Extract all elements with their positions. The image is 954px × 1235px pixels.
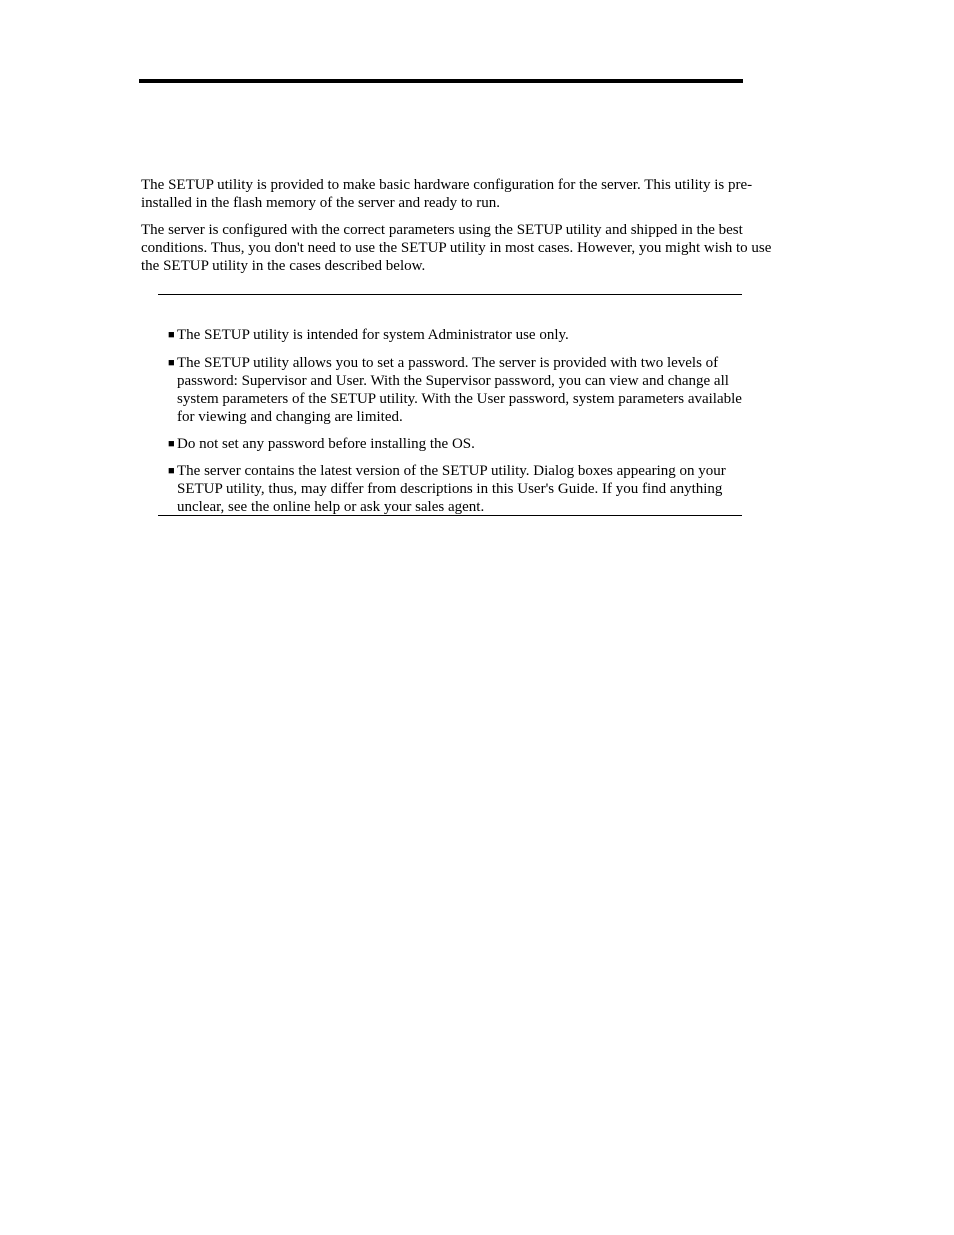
note-text: The server contains the latest version of the SETUP utility. Dialog boxes appearing on your SETUP utility, thus, may differ from descriptions in this User's Guide. If you find anything unclear, see the online help or ask your sales agent. — [177, 463, 726, 515]
square-bullet-icon: ■ — [168, 465, 175, 477]
square-bullet-icon: ■ — [168, 329, 175, 341]
note-item — [160, 435, 750, 453]
intro-paragraph-1: The SETUP utility is provided to make basic hardware configuration for the server. This utility is pre-installed in the flash memory of the server and ready to run. — [141, 177, 753, 211]
square-bullet-icon: ■ — [168, 438, 175, 450]
notes-box — [158, 294, 742, 516]
note-item — [160, 354, 750, 426]
square-bullet-icon: ■ — [168, 357, 175, 369]
intro-paragraph-2: The server is configured with the correct parameters using the SETUP utility and shipped in the best conditions. Thus, you don't need to use the SETUP utility in most cases. However, you might wish to use the SETUP utility in the cases described below. — [141, 222, 772, 274]
note-item — [160, 326, 750, 344]
header-rule — [139, 79, 743, 83]
note-text: Do not set any password before installing the OS. — [177, 436, 475, 452]
note-item — [160, 462, 750, 516]
note-text: The SETUP utility allows you to set a password. The server is provided with two levels of password: Supervisor and User. With the Supervisor password, you can view and change all system parameters of the SETUP utility. With the User password, system parameters available for viewing and changing are limited. — [177, 355, 742, 425]
note-text: The SETUP utility is intended for system Administrator use only. — [177, 327, 569, 343]
